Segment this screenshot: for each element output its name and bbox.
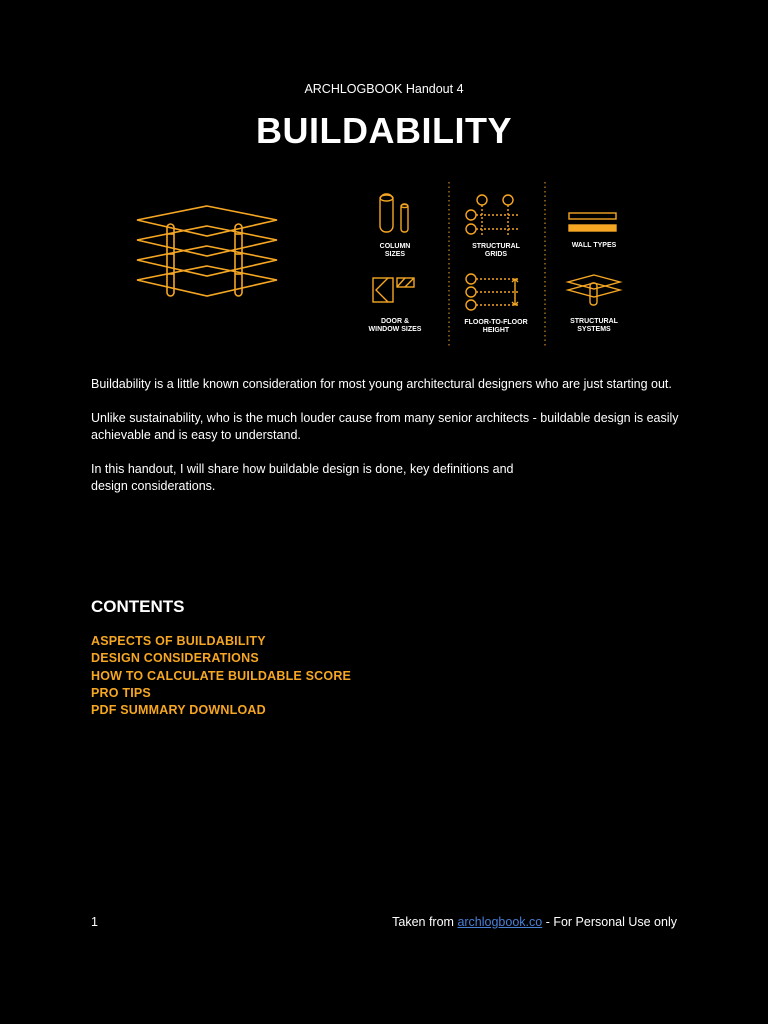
label-structural-systems-2: SYSTEMS [577, 326, 611, 333]
label-column-sizes-1: COLUMN [379, 243, 411, 250]
floor-height-icon [466, 274, 518, 310]
column-sizes-icon [380, 194, 408, 232]
stacked-slabs-icon [137, 206, 277, 296]
label-structural-grids-1: STRUCTURAL [472, 243, 520, 250]
intro-paragraph-3-line-2: design considerations. [91, 479, 216, 493]
structural-systems-icon [568, 275, 620, 305]
footer-note [392, 915, 677, 929]
label-floor-height-1: FLOOR-TO-FLOOR [464, 319, 528, 326]
label-wall-types: WALL TYPES [571, 242, 617, 249]
door-window-icon [373, 278, 414, 302]
contents-list [91, 633, 351, 719]
label-floor-height-2: HEIGHT [482, 327, 510, 334]
page-title: BUILDABILITY [256, 110, 512, 151]
footer-suffix: - For Personal Use only [542, 915, 677, 929]
footer-prefix: Taken from [392, 915, 458, 929]
label-structural-systems-1: STRUCTURAL [570, 318, 618, 325]
contents-item-pdf-download[interactable]: PDF SUMMARY DOWNLOAD [91, 703, 266, 718]
intro-paragraph-1: Buildability is a little known consideration for most young architectural designers who are just starting out. [91, 377, 672, 391]
page-number: 1 [91, 915, 98, 929]
label-door-window-2: WINDOW SIZES [368, 326, 422, 333]
label-column-sizes-2: SIZES [384, 251, 406, 258]
structural-grids-icon [466, 195, 518, 236]
intro-paragraph-3 [91, 461, 681, 495]
contents-item-pro-tips[interactable]: PRO TIPS [91, 685, 151, 700]
contents-item-aspects[interactable]: ASPECTS OF BUILDABILITY [91, 634, 266, 648]
archlogbook-link[interactable]: archlogbook.co [457, 915, 543, 929]
intro-text [91, 376, 681, 512]
wall-types-icon [569, 213, 616, 231]
contents-item-design-considerations[interactable]: DESIGN CONSIDERATIONS [91, 651, 259, 666]
intro-paragraph-3-line-1: In this handout, I will share how buildable design is done, key definitions and [91, 462, 514, 476]
label-structural-grids-2: GRIDS [484, 251, 508, 258]
handout-label: ARCHLOGBOOK Handout 4 [304, 82, 464, 96]
intro-paragraph-2: Unlike sustainability, who is the much louder cause from many senior architects - buildable design is easily achievable and is easy to understand. [91, 411, 679, 442]
contents-heading: CONTENTS [91, 597, 185, 616]
contents-item-buildable-score[interactable]: HOW TO CALCULATE BUILDABLE SCORE [91, 668, 352, 683]
buildability-illustration [120, 178, 660, 348]
label-door-window-1: DOOR & [381, 318, 409, 325]
